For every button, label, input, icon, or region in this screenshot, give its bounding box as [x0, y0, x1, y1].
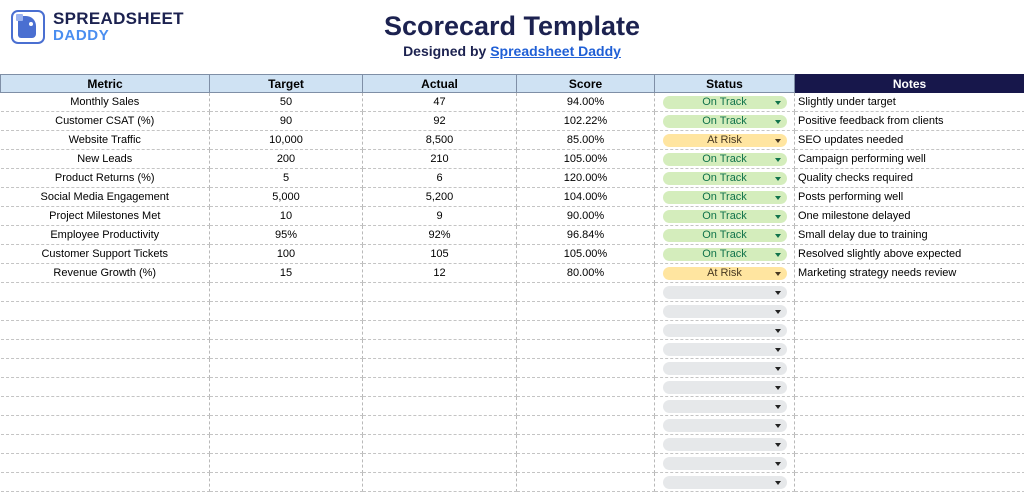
actual-cell[interactable]: [363, 340, 517, 359]
status-label: On Track: [702, 248, 747, 260]
target-cell[interactable]: [210, 283, 363, 302]
subtitle-prefix: Designed by: [403, 43, 490, 59]
notes-cell[interactable]: Positive feedback from clients: [795, 112, 1024, 131]
score-cell[interactable]: [517, 473, 655, 492]
table-row: [1, 131, 1024, 150]
score-cell[interactable]: [517, 283, 655, 302]
status-cell[interactable]: [655, 112, 795, 131]
status-cell[interactable]: [655, 321, 795, 340]
column-header-status[interactable]: Status: [655, 75, 795, 93]
status-dropdown[interactable]: [663, 153, 787, 166]
metric-cell[interactable]: [1, 321, 210, 340]
status-cell[interactable]: [655, 264, 795, 283]
score-cell[interactable]: 94.00%: [517, 93, 655, 112]
brand-name-line1: SPREADSHEET: [53, 10, 184, 27]
notes-cell[interactable]: [795, 283, 1024, 302]
notes-cell[interactable]: [795, 378, 1024, 397]
metric-cell[interactable]: [1, 454, 210, 473]
metric-cell[interactable]: Employee Productivity: [1, 226, 210, 245]
target-cell[interactable]: 200: [210, 150, 363, 169]
score-cell[interactable]: [517, 302, 655, 321]
status-cell[interactable]: [655, 188, 795, 207]
metric-cell[interactable]: [1, 397, 210, 416]
target-cell[interactable]: [210, 397, 363, 416]
scorecard-table: [0, 74, 1024, 492]
score-cell[interactable]: 105.00%: [517, 150, 655, 169]
table-row: [1, 226, 1024, 245]
metric-cell[interactable]: Revenue Growth (%): [1, 264, 210, 283]
empty-row: [1, 454, 1024, 473]
score-cell[interactable]: [517, 416, 655, 435]
dropdown-arrow-icon[interactable]: [775, 177, 781, 181]
notes-cell[interactable]: [795, 416, 1024, 435]
actual-cell[interactable]: 8,500: [363, 131, 517, 150]
score-cell[interactable]: [517, 378, 655, 397]
metric-cell[interactable]: Customer CSAT (%): [1, 112, 210, 131]
status-dropdown[interactable]: [663, 172, 787, 185]
notes-cell[interactable]: Marketing strategy needs review: [795, 264, 1024, 283]
notes-cell[interactable]: [795, 321, 1024, 340]
empty-row: [1, 435, 1024, 454]
status-label: On Track: [702, 153, 747, 165]
score-cell[interactable]: 102.22%: [517, 112, 655, 131]
status-label: At Risk: [707, 134, 742, 146]
status-cell[interactable]: [655, 416, 795, 435]
metric-cell[interactable]: [1, 359, 210, 378]
metric-cell[interactable]: [1, 378, 210, 397]
actual-cell[interactable]: [363, 473, 517, 492]
metric-cell[interactable]: [1, 473, 210, 492]
dropdown-arrow-icon[interactable]: [775, 443, 781, 447]
status-dropdown[interactable]: [663, 248, 787, 261]
actual-cell[interactable]: 92: [363, 112, 517, 131]
status-cell[interactable]: [655, 150, 795, 169]
actual-cell[interactable]: [363, 359, 517, 378]
target-cell[interactable]: 5,000: [210, 188, 363, 207]
target-cell[interactable]: [210, 302, 363, 321]
notes-cell[interactable]: [795, 397, 1024, 416]
target-cell[interactable]: 100: [210, 245, 363, 264]
score-cell[interactable]: 85.00%: [517, 131, 655, 150]
page-subtitle: [0, 43, 1024, 59]
column-header-score[interactable]: Score: [517, 75, 655, 93]
status-cell[interactable]: [655, 169, 795, 188]
status-cell[interactable]: [655, 340, 795, 359]
status-dropdown[interactable]: [663, 210, 787, 223]
notes-cell[interactable]: [795, 473, 1024, 492]
target-cell[interactable]: 50: [210, 93, 363, 112]
page-title: Scorecard Template: [0, 10, 1024, 42]
status-label: On Track: [702, 172, 747, 184]
empty-row: [1, 473, 1024, 492]
dropdown-arrow-icon[interactable]: [775, 196, 781, 200]
empty-row: [1, 378, 1024, 397]
notes-cell[interactable]: Campaign performing well: [795, 150, 1024, 169]
status-label: On Track: [702, 191, 747, 203]
status-label: On Track: [702, 229, 747, 241]
score-cell[interactable]: [517, 435, 655, 454]
score-cell[interactable]: 80.00%: [517, 264, 655, 283]
dropdown-arrow-icon[interactable]: [775, 291, 781, 295]
target-cell[interactable]: [210, 340, 363, 359]
dropdown-arrow-icon[interactable]: [775, 348, 781, 352]
metric-cell[interactable]: Monthly Sales: [1, 93, 210, 112]
status-dropdown[interactable]: [663, 362, 787, 375]
target-cell[interactable]: [210, 473, 363, 492]
notes-cell[interactable]: [795, 302, 1024, 321]
actual-cell[interactable]: 9: [363, 207, 517, 226]
actual-cell[interactable]: [363, 454, 517, 473]
target-cell[interactable]: [210, 435, 363, 454]
notes-cell[interactable]: [795, 340, 1024, 359]
dropdown-arrow-icon[interactable]: [775, 101, 781, 105]
score-cell[interactable]: 96.84%: [517, 226, 655, 245]
dropdown-arrow-icon[interactable]: [775, 310, 781, 314]
empty-row: [1, 283, 1024, 302]
dropdown-arrow-icon[interactable]: [775, 234, 781, 238]
score-cell[interactable]: [517, 454, 655, 473]
column-header-actual[interactable]: Actual: [363, 75, 517, 93]
table-row: [1, 245, 1024, 264]
status-cell[interactable]: [655, 207, 795, 226]
status-dropdown[interactable]: [663, 267, 787, 280]
dropdown-arrow-icon[interactable]: [775, 158, 781, 162]
score-cell[interactable]: [517, 340, 655, 359]
column-header-notes[interactable]: Notes: [795, 75, 1024, 93]
actual-cell[interactable]: 5,200: [363, 188, 517, 207]
target-cell[interactable]: [210, 321, 363, 340]
target-cell[interactable]: 5: [210, 169, 363, 188]
empty-row: [1, 340, 1024, 359]
notes-cell[interactable]: Slightly under target: [795, 93, 1024, 112]
metric-cell[interactable]: Product Returns (%): [1, 169, 210, 188]
status-label: On Track: [702, 96, 747, 108]
status-cell[interactable]: [655, 93, 795, 112]
status-dropdown[interactable]: [663, 229, 787, 242]
status-dropdown[interactable]: [663, 115, 787, 128]
metric-cell[interactable]: New Leads: [1, 150, 210, 169]
status-dropdown[interactable]: [663, 191, 787, 204]
metric-cell[interactable]: Customer Support Tickets: [1, 245, 210, 264]
status-dropdown[interactable]: [663, 476, 787, 489]
empty-row: [1, 359, 1024, 378]
dropdown-arrow-icon[interactable]: [775, 272, 781, 276]
actual-cell[interactable]: [363, 416, 517, 435]
status-dropdown[interactable]: [663, 134, 787, 147]
designer-link[interactable]: Spreadsheet Daddy: [490, 43, 621, 59]
header: [0, 0, 1024, 73]
actual-cell[interactable]: [363, 283, 517, 302]
status-cell[interactable]: [655, 283, 795, 302]
metric-cell[interactable]: Project Milestones Met: [1, 207, 210, 226]
target-cell[interactable]: [210, 378, 363, 397]
score-cell[interactable]: [517, 321, 655, 340]
metric-cell[interactable]: [1, 340, 210, 359]
table-row: [1, 93, 1024, 112]
target-cell[interactable]: 15: [210, 264, 363, 283]
dropdown-arrow-icon[interactable]: [775, 405, 781, 409]
status-dropdown[interactable]: [663, 343, 787, 356]
brand-name-line2: DADDY: [53, 27, 184, 44]
target-cell[interactable]: 90: [210, 112, 363, 131]
status-label: At Risk: [707, 267, 742, 279]
target-cell[interactable]: [210, 416, 363, 435]
status-cell[interactable]: [655, 397, 795, 416]
column-header-target[interactable]: Target: [210, 75, 363, 93]
metric-cell[interactable]: Social Media Engagement: [1, 188, 210, 207]
status-cell[interactable]: [655, 378, 795, 397]
status-dropdown[interactable]: [663, 419, 787, 432]
score-cell[interactable]: 90.00%: [517, 207, 655, 226]
dropdown-arrow-icon[interactable]: [775, 253, 781, 257]
target-cell[interactable]: 10: [210, 207, 363, 226]
table-row: [1, 112, 1024, 131]
dropdown-arrow-icon[interactable]: [775, 462, 781, 466]
column-header-metric[interactable]: Metric: [1, 75, 210, 93]
table-row: [1, 169, 1024, 188]
notes-cell[interactable]: Quality checks required: [795, 169, 1024, 188]
notes-cell[interactable]: Resolved slightly above expected: [795, 245, 1024, 264]
header-row: [1, 75, 1024, 93]
status-cell[interactable]: [655, 131, 795, 150]
notes-cell[interactable]: Small delay due to training: [795, 226, 1024, 245]
actual-cell[interactable]: 105: [363, 245, 517, 264]
score-cell[interactable]: 120.00%: [517, 169, 655, 188]
empty-row: [1, 321, 1024, 340]
status-dropdown[interactable]: [663, 457, 787, 470]
actual-cell[interactable]: 92%: [363, 226, 517, 245]
table-row: [1, 207, 1024, 226]
dropdown-arrow-icon[interactable]: [775, 329, 781, 333]
dropdown-arrow-icon[interactable]: [775, 481, 781, 485]
status-cell[interactable]: [655, 245, 795, 264]
actual-cell[interactable]: 47: [363, 93, 517, 112]
actual-cell[interactable]: [363, 435, 517, 454]
status-label: On Track: [702, 210, 747, 222]
status-cell[interactable]: [655, 435, 795, 454]
status-dropdown[interactable]: [663, 96, 787, 109]
table-row: [1, 188, 1024, 207]
metric-cell[interactable]: Website Traffic: [1, 131, 210, 150]
notes-cell[interactable]: [795, 359, 1024, 378]
notes-cell[interactable]: Posts performing well: [795, 188, 1024, 207]
actual-cell[interactable]: [363, 302, 517, 321]
dropdown-arrow-icon[interactable]: [775, 386, 781, 390]
score-cell[interactable]: [517, 359, 655, 378]
status-cell[interactable]: [655, 226, 795, 245]
status-cell[interactable]: [655, 359, 795, 378]
status-dropdown[interactable]: [663, 381, 787, 394]
actual-cell[interactable]: [363, 321, 517, 340]
notes-cell[interactable]: [795, 435, 1024, 454]
metric-cell[interactable]: [1, 302, 210, 321]
table-row: [1, 264, 1024, 283]
target-cell[interactable]: [210, 454, 363, 473]
metric-cell[interactable]: [1, 435, 210, 454]
actual-cell[interactable]: [363, 397, 517, 416]
dropdown-arrow-icon[interactable]: [775, 120, 781, 124]
metric-cell[interactable]: [1, 283, 210, 302]
status-cell[interactable]: [655, 473, 795, 492]
dropdown-arrow-icon[interactable]: [775, 139, 781, 143]
status-cell[interactable]: [655, 454, 795, 473]
table-row: [1, 150, 1024, 169]
status-dropdown[interactable]: [663, 438, 787, 451]
empty-row: [1, 302, 1024, 321]
status-cell[interactable]: [655, 302, 795, 321]
status-dropdown[interactable]: [663, 324, 787, 337]
actual-cell[interactable]: 210: [363, 150, 517, 169]
empty-row: [1, 416, 1024, 435]
notes-cell[interactable]: [795, 454, 1024, 473]
actual-cell[interactable]: 6: [363, 169, 517, 188]
status-dropdown[interactable]: [663, 305, 787, 318]
dropdown-arrow-icon[interactable]: [775, 424, 781, 428]
dropdown-arrow-icon[interactable]: [775, 367, 781, 371]
target-cell[interactable]: 10,000: [210, 131, 363, 150]
empty-row: [1, 397, 1024, 416]
score-cell[interactable]: 105.00%: [517, 245, 655, 264]
status-label: On Track: [702, 115, 747, 127]
target-cell[interactable]: [210, 359, 363, 378]
actual-cell[interactable]: [363, 378, 517, 397]
target-cell[interactable]: 95%: [210, 226, 363, 245]
notes-cell[interactable]: One milestone delayed: [795, 207, 1024, 226]
score-cell[interactable]: 104.00%: [517, 188, 655, 207]
status-dropdown[interactable]: [663, 286, 787, 299]
score-cell[interactable]: [517, 397, 655, 416]
metric-cell[interactable]: [1, 416, 210, 435]
dropdown-arrow-icon[interactable]: [775, 215, 781, 219]
status-dropdown[interactable]: [663, 400, 787, 413]
actual-cell[interactable]: 12: [363, 264, 517, 283]
notes-cell[interactable]: SEO updates needed: [795, 131, 1024, 150]
